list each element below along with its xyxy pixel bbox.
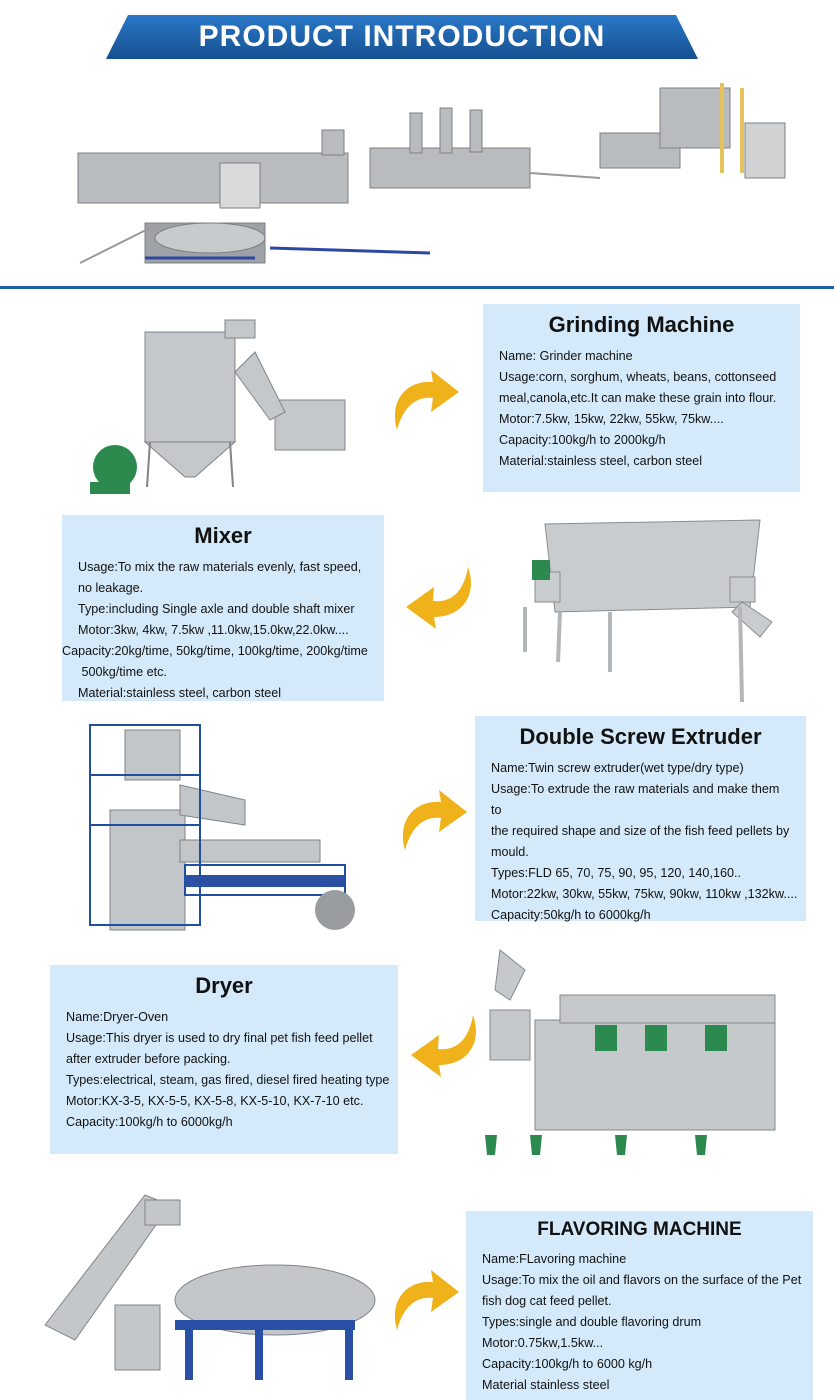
grinding-line: Usage:corn, sorghum, wheats, beans, cottonseed bbox=[499, 370, 777, 384]
mixer-line: no leakage. bbox=[78, 581, 144, 595]
dryer-title: Dryer bbox=[195, 973, 253, 998]
mixer-line: Material:stainless steel, carbon steel bbox=[78, 686, 281, 700]
production-line-image bbox=[60, 78, 800, 278]
grinding-line: meal,canola,etc.It can make these grain into flour. bbox=[499, 391, 777, 405]
mixer-info-box bbox=[62, 515, 384, 701]
extruder-line: Motor:22kw, 30kw, 55kw, 75kw, 90kw, 110kw ,132kw.... bbox=[491, 887, 798, 901]
flavoring-title: FLAVORING MACHINE bbox=[537, 1219, 742, 1240]
grinding-line: Capacity:100kg/h to 2000kg/h bbox=[499, 433, 666, 447]
arrow-left-icon bbox=[400, 557, 480, 637]
header-banner bbox=[106, 15, 698, 59]
grinding-line: Name: Grinder machine bbox=[499, 349, 633, 363]
extruder-line: the required shape and size of the fish feed pellets by bbox=[491, 824, 790, 838]
arrow-right-icon bbox=[393, 782, 473, 862]
dryer-line: Motor:KX-3-5, KX-5-5, KX-5-8, KX-5-10, KX-7-10 etc. bbox=[66, 1094, 364, 1108]
extruder-line: Name:Twin screw extruder(wet type/dry type) bbox=[491, 761, 744, 775]
extruder-title: Double Screw Extruder bbox=[519, 724, 762, 749]
extruder-info-box bbox=[475, 716, 806, 921]
flavoring-line: Capacity:100kg/h to 6000 kg/h bbox=[482, 1357, 653, 1371]
mixer-line: Type:including Single axle and double shaft mixer bbox=[78, 602, 355, 616]
grinding-line: Motor:7.5kw, 15kw, 22kw, 55kw, 75kw.... bbox=[499, 412, 724, 426]
dryer-line: after extruder before packing. bbox=[66, 1052, 231, 1066]
extruder-line: Types:FLD 65, 70, 75, 90, 95, 120, 140,160.. bbox=[491, 866, 741, 880]
mixer-title: Mixer bbox=[194, 523, 252, 548]
flavoring-line: Motor:0.75kw,1.5kw... bbox=[482, 1336, 604, 1350]
extruder-line: mould. bbox=[491, 845, 529, 859]
extruder-line: Usage:To extrude the raw materials and make them to bbox=[491, 782, 780, 817]
dryer-line: Types:electrical, steam, gas fired, diesel fired heating type bbox=[66, 1073, 390, 1087]
mixer-line: Capacity:20kg/time, 50kg/time, 100kg/time, 200kg/time bbox=[62, 644, 368, 658]
arrow-right-icon bbox=[385, 362, 465, 442]
grinding-info-box bbox=[483, 304, 800, 492]
dryer-image bbox=[455, 940, 785, 1160]
flavoring-machine-image bbox=[35, 1175, 395, 1390]
flavoring-line: Name:FLavoring machine bbox=[482, 1252, 627, 1266]
flavoring-line: Usage:To mix the oil and flavors on the surface of the Pet bbox=[482, 1273, 802, 1287]
flavoring-line: Types:single and double flavoring drum bbox=[482, 1315, 702, 1329]
extruder-line: Capacity:50kg/h to 6000kg/h bbox=[491, 908, 651, 922]
flavoring-line: Material stainless steel bbox=[482, 1378, 610, 1392]
grinding-machine-image bbox=[85, 312, 355, 502]
dryer-info-box bbox=[50, 965, 398, 1154]
grinding-title: Grinding Machine bbox=[548, 312, 735, 337]
flavoring-info-box bbox=[466, 1211, 813, 1400]
flavoring-line: fish dog cat feed pellet. bbox=[482, 1294, 612, 1308]
arrow-right-icon bbox=[385, 1262, 465, 1342]
page-title: PRODUCT INTRODUCTION bbox=[198, 20, 606, 53]
dryer-line: Usage:This dryer is used to dry final pet fish feed pellet bbox=[66, 1031, 373, 1045]
section-divider bbox=[0, 286, 834, 289]
mixer-line: Motor:3kw, 4kw, 7.5kw ,11.0kw,15.0kw,22.0kw.... bbox=[78, 623, 349, 637]
mixer-line: Usage:To mix the raw materials evenly, fast speed, bbox=[78, 560, 362, 574]
extruder-image bbox=[70, 715, 380, 940]
dryer-line: Name:Dryer-Oven bbox=[66, 1010, 169, 1024]
mixer-line: 500kg/time etc. bbox=[78, 665, 167, 679]
dryer-line: Capacity:100kg/h to 6000kg/h bbox=[66, 1115, 233, 1129]
mixer-image bbox=[510, 512, 780, 717]
grinding-line: Material:stainless steel, carbon steel bbox=[499, 454, 702, 468]
